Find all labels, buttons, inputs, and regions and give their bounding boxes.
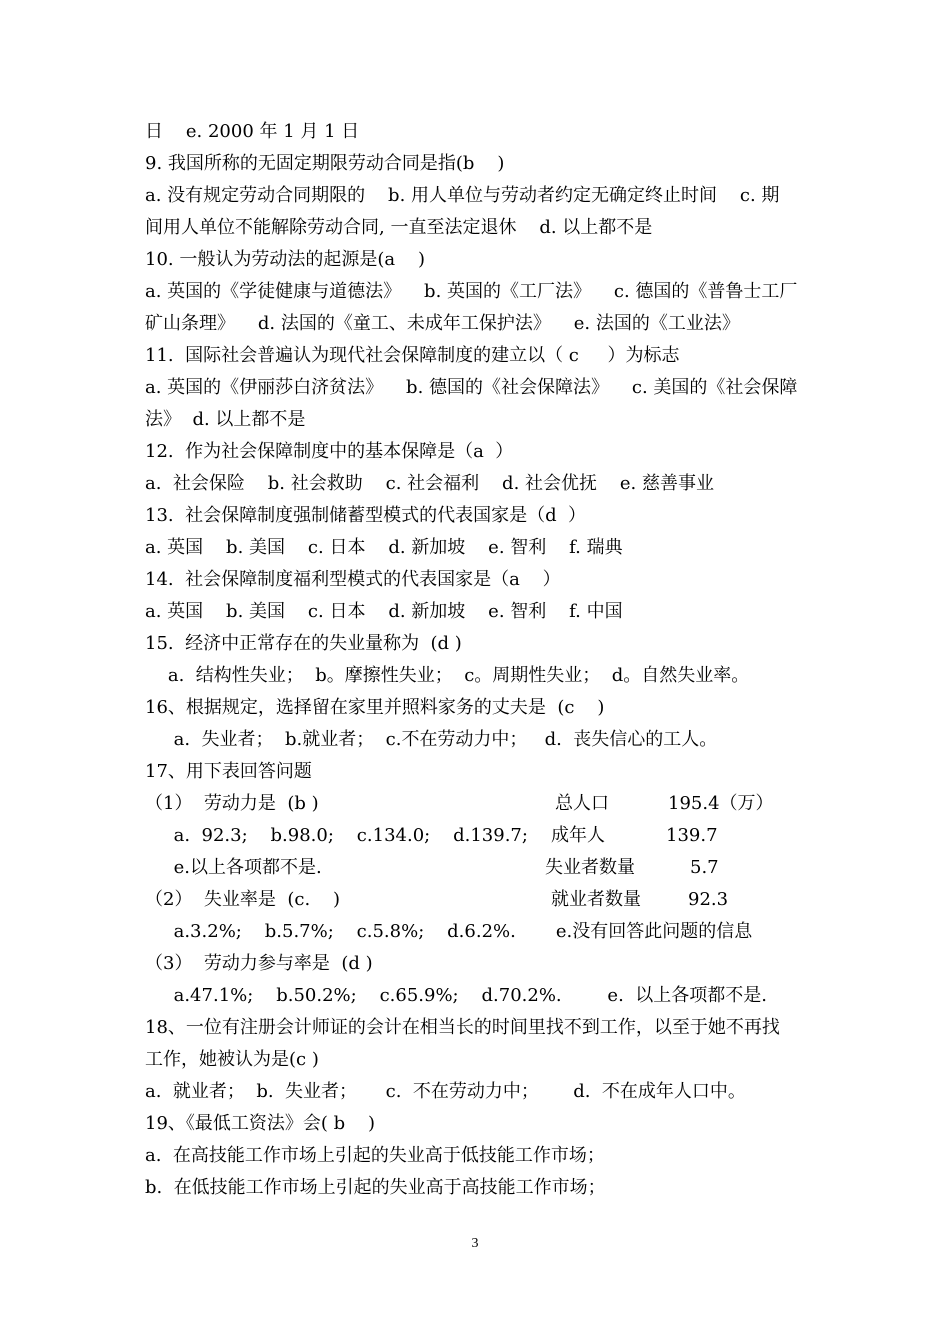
text-line: e.以上各项都不是. xyxy=(145,857,322,878)
text-line: a. 社会保险 b. 社会救助 c. 社会福利 d. 社会优抚 e. 慈善事业 xyxy=(145,473,714,494)
table-row-label: 成年人 xyxy=(551,825,605,846)
text-line: 9. 我国所称的无固定期限劳动合同是指(b ) xyxy=(145,153,505,174)
text-line: 12. 作为社会保障制度中的基本保障是（a ） xyxy=(145,441,514,462)
table-row-value: 92.3 xyxy=(688,889,729,910)
text-line: a. 在高技能工作市场上引起的失业高于低技能工作市场； xyxy=(145,1145,605,1166)
text-line: a. 英国 b. 美国 c. 日本 d. 新加坡 e. 智利 f. 瑞典 xyxy=(145,537,623,558)
text-line: 19、《最低工资法》会( b ) xyxy=(145,1113,376,1134)
text-line: a. 英国的《学徒健康与道德法》 b. 英国的《工厂法》 c. 德国的《普鲁士工厂 xyxy=(145,281,798,302)
page-number: 3 xyxy=(471,1236,479,1251)
table-row-value: 139.7 xyxy=(666,825,718,846)
text-line: 法》 d. 以上都不是 xyxy=(145,409,306,430)
text-line: a. 结构性失业； b。摩擦性失业； c。周期性失业； d。自然失业率。 xyxy=(145,665,750,686)
text-line: 11. 国际社会普遍认为现代社会保障制度的建立以（ c ）为标志 xyxy=(145,345,680,366)
text-line: 日 e. 2000 年 1 月 1 日 xyxy=(145,121,360,142)
text-line: 工作，她被认为是(c ) xyxy=(145,1049,319,1070)
table-row-label: 总人口 xyxy=(555,793,609,814)
text-line: a. 92.3; b.98.0; c.134.0; d.139.7; xyxy=(145,825,528,846)
text-line: 14. 社会保障制度福利型模式的代表国家是（a ） xyxy=(145,569,561,590)
text-line: 17、用下表回答问题 xyxy=(145,761,312,782)
text-line: a.3.2%; b.5.7%; c.5.8%; d.6.2%. e.没有回答此问题的信息 xyxy=(145,921,753,942)
text-line: 16、根据规定，选择留在家里并照料家务的丈夫是 (c ) xyxy=(145,697,605,718)
text-line: a.47.1%; b.50.2%; c.65.9%; d.70.2%. e. 以上各项都不是. xyxy=(145,985,767,1006)
text-line: （2） 失业率是 (c. ) xyxy=(145,889,341,910)
table-row-value: 195.4（万） xyxy=(668,793,774,814)
text-line: （1） 劳动力是 (b ) xyxy=(145,793,319,814)
text-line: b. 在低技能工作市场上引起的失业高于高技能工作市场； xyxy=(145,1177,606,1198)
table-row-value: 5.7 xyxy=(690,857,719,878)
text-line: 13. 社会保障制度强制储蓄型模式的代表国家是（d ） xyxy=(145,505,587,526)
text-line: a. 没有规定劳动合同期限的 b. 用人单位与劳动者约定无确定终止时间 c. 期 xyxy=(145,185,780,206)
table-row-label: 失业者数量 xyxy=(545,857,635,878)
text-line: 18、一位有注册会计师证的会计在相当长的时间里找不到工作，以至于她不再找 xyxy=(145,1017,780,1038)
text-line: 矿山条理》 d. 法国的《童工、未成年工保护法》 e. 法国的《工业法》 xyxy=(145,313,740,334)
text-line: 间用人单位不能解除劳动合同, 一直至法定退休 d. 以上都不是 xyxy=(145,217,653,238)
text-line: a. 就业者； b. 失业者； c. 不在劳动力中； d. 不在成年人口中。 xyxy=(145,1081,746,1102)
text-line: a. 英国的《伊丽莎白济贫法》 b. 德国的《社会保障法》 c. 美国的《社会保障 xyxy=(145,377,798,398)
text-line: 15. 经济中正常存在的失业量称为 (d ) xyxy=(145,633,462,654)
text-line: （3） 劳动力参与率是 (d ) xyxy=(145,953,373,974)
text-line: a. 失业者； b.就业者； c.不在劳动力中； d. 丧失信心的工人。 xyxy=(145,729,718,750)
text-line: a. 英国 b. 美国 c. 日本 d. 新加坡 e. 智利 f. 中国 xyxy=(145,601,623,622)
table-row-label: 就业者数量 xyxy=(551,889,641,910)
text-line: 10. 一般认为劳动法的起源是(a ) xyxy=(145,249,426,270)
